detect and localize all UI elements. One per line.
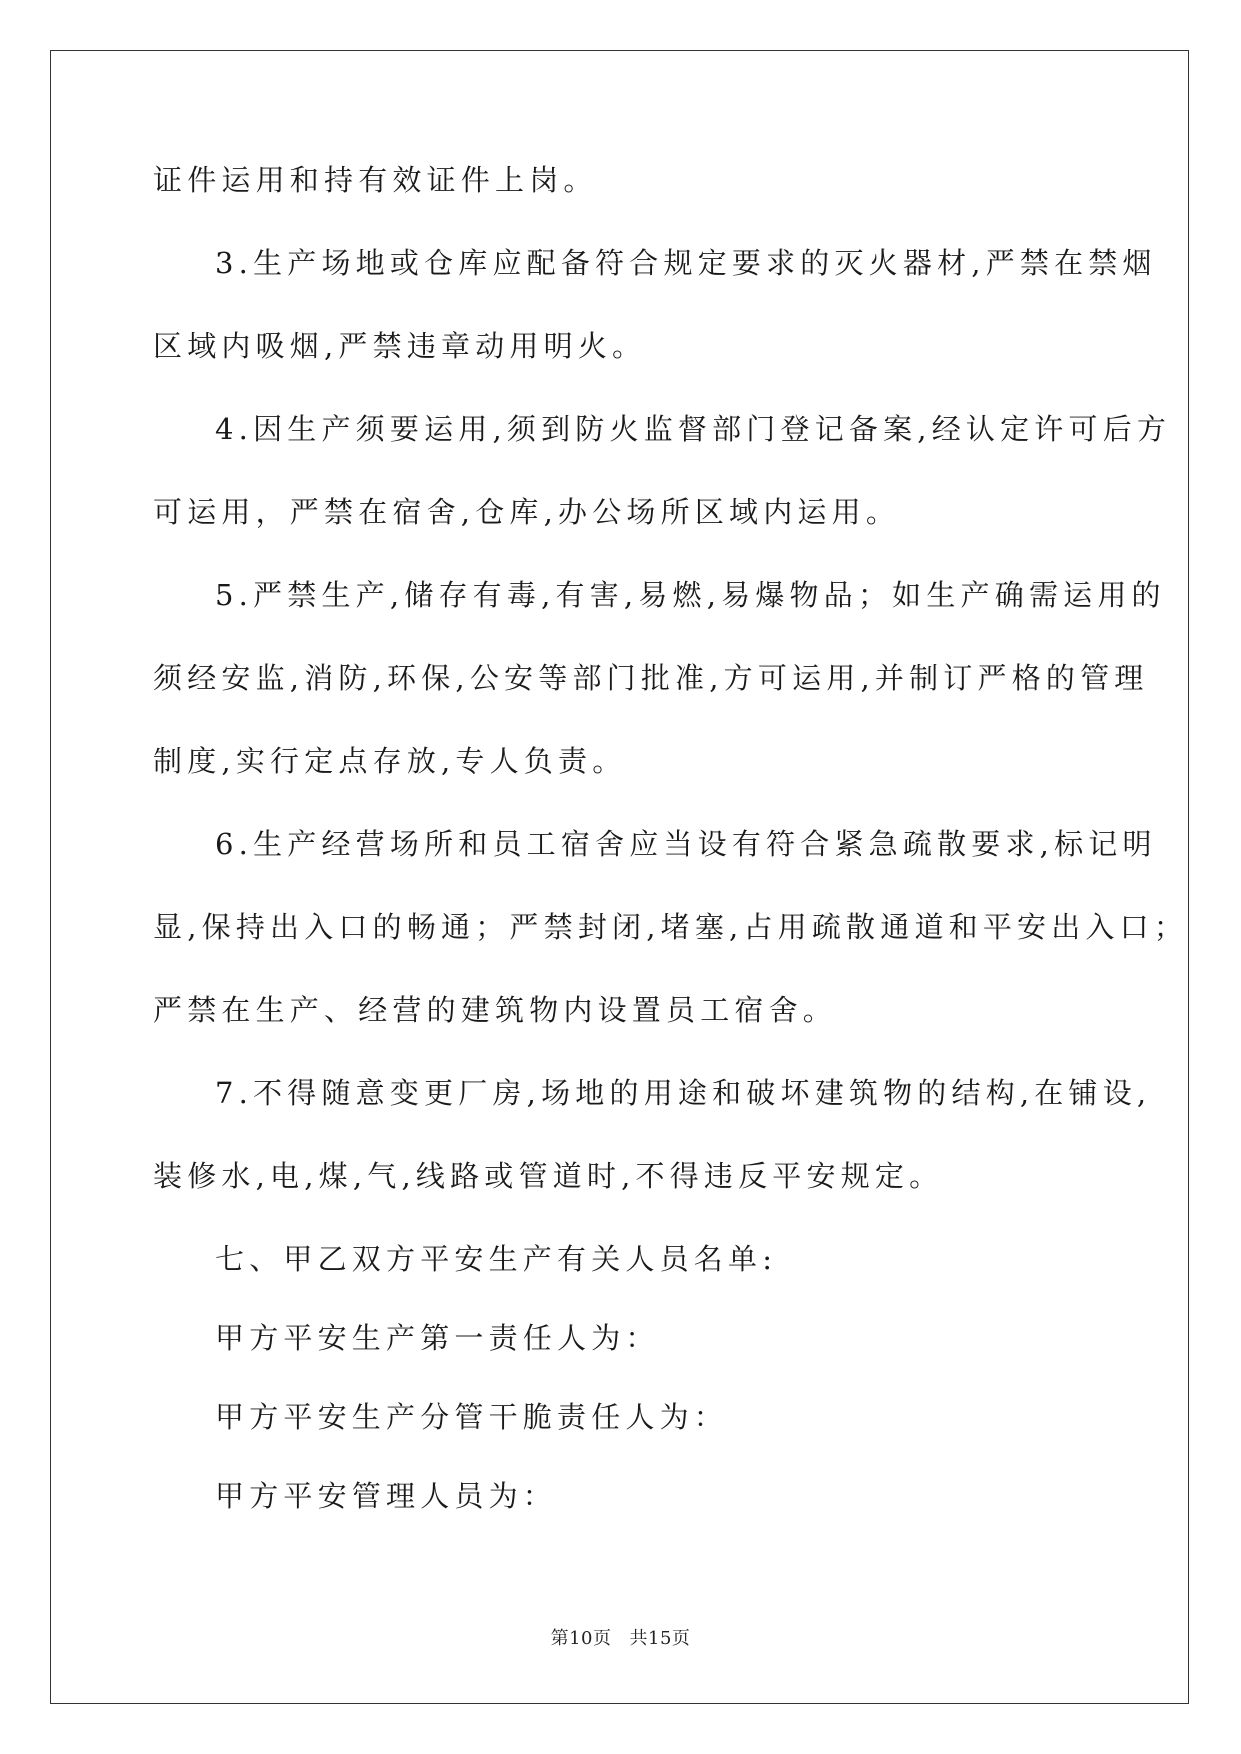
text-line: 须经安监,消防,环保,公安等部门批准,方可运用,并制订严格的管理 <box>153 661 1149 695</box>
document-body <box>153 155 1189 1550</box>
text-line: 显,保持出入口的畅通；严禁封闭,堵塞,占用疏散通道和平安出入口； <box>153 910 1189 944</box>
text-line: 可运用，严禁在宿舍,仓库,办公场所区域内运用。 <box>153 495 901 529</box>
text-line: 甲方平安生产第一责任人为： <box>215 1321 660 1355</box>
text-line: 7.不得随意变更厂房,场地的用途和破坏建筑物的结构,在铺设, <box>215 1076 1152 1110</box>
text-line: 区域内吸烟,严禁违章动用明火。 <box>153 329 647 363</box>
text-line: 5.严禁生产,储存有毒,有害,易燃,易爆物品；如生产确需运用的 <box>215 578 1166 612</box>
text-line: 甲方平安管理人员为： <box>215 1479 558 1513</box>
text-line: 制度,实行定点存放,专人负责。 <box>153 744 627 778</box>
text-line: 装修水,电,煤,气,线路或管道时,不得违反平安规定。 <box>153 1159 944 1193</box>
current-page-number: 第10页 <box>550 1628 612 1649</box>
total-page-count: 共15页 <box>629 1628 691 1649</box>
section-heading: 七、甲乙双方平安生产有关人员名单: <box>215 1242 778 1276</box>
text-line: 3.生产场地或仓库应配备符合规定要求的灭火器材,严禁在禁烟 <box>215 246 1157 280</box>
text-line: 严禁在生产、经营的建筑物内设置员工宿舍。 <box>153 993 838 1027</box>
text-line: 甲方平安生产分管干脆责任人为： <box>215 1400 729 1434</box>
page-footer <box>0 1624 1241 1650</box>
text-line: 4.因生产须要运用,须到防火监督部门登记备案,经认定许可后方 <box>215 412 1172 446</box>
text-line: 6.生产经营场所和员工宿舍应当设有符合紧急疏散要求,标记明 <box>215 827 1157 861</box>
text-line: 证件运用和持有效证件上岗。 <box>153 163 598 197</box>
